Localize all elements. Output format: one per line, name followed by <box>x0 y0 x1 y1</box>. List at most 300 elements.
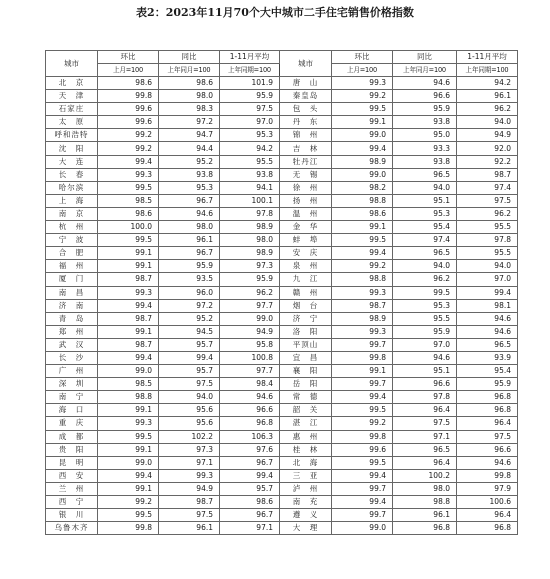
city-name: 南 京 <box>46 207 98 220</box>
price-index-table <box>45 50 518 535</box>
mom-value: 99.0 <box>332 522 393 535</box>
city-name: 天 津 <box>46 90 98 103</box>
city-name: 吉 林 <box>280 142 332 155</box>
city-name: 合 肥 <box>46 247 98 260</box>
avg-value: 100.6 <box>457 496 518 509</box>
avg-value: 96.4 <box>457 417 518 430</box>
header-mom-base-right: 上月=100 <box>332 64 393 77</box>
mom-value: 99.1 <box>332 116 393 129</box>
avg-value: 95.5 <box>457 247 518 260</box>
avg-value: 93.8 <box>220 168 280 181</box>
avg-value: 97.7 <box>220 365 280 378</box>
city-name: 杭 州 <box>46 221 98 234</box>
mom-value: 98.8 <box>98 391 159 404</box>
yoy-value: 96.5 <box>393 443 457 456</box>
avg-value: 96.2 <box>457 207 518 220</box>
yoy-value: 95.7 <box>159 338 220 351</box>
mom-value: 98.7 <box>98 312 159 325</box>
yoy-value: 97.0 <box>393 338 457 351</box>
mom-value: 98.8 <box>332 273 393 286</box>
mom-value: 98.7 <box>332 299 393 312</box>
mom-value: 100.0 <box>98 221 159 234</box>
city-name: 武 汉 <box>46 338 98 351</box>
mom-value: 99.1 <box>98 325 159 338</box>
mom-value: 99.5 <box>98 509 159 522</box>
city-name: 蚌 埠 <box>280 234 332 247</box>
yoy-value: 99.3 <box>159 469 220 482</box>
city-name: 平顶山 <box>280 338 332 351</box>
avg-value: 106.3 <box>220 430 280 443</box>
city-name: 烟 台 <box>280 299 332 312</box>
table-row <box>46 365 518 378</box>
city-name: 泉 州 <box>280 260 332 273</box>
avg-value: 97.8 <box>220 207 280 220</box>
mom-value: 99.1 <box>98 482 159 495</box>
mom-value: 99.4 <box>98 351 159 364</box>
avg-value: 96.8 <box>457 522 518 535</box>
mom-value: 99.0 <box>98 456 159 469</box>
city-name: 太 原 <box>46 116 98 129</box>
yoy-value: 95.5 <box>393 312 457 325</box>
table-row <box>46 168 518 181</box>
yoy-value: 96.1 <box>393 509 457 522</box>
mom-value: 99.6 <box>332 443 393 456</box>
avg-value: 97.3 <box>220 260 280 273</box>
yoy-value: 97.8 <box>393 391 457 404</box>
city-name: 昆 明 <box>46 456 98 469</box>
city-name: 赣 州 <box>280 286 332 299</box>
yoy-value: 95.9 <box>159 260 220 273</box>
yoy-value: 96.4 <box>393 456 457 469</box>
yoy-value: 94.5 <box>159 325 220 338</box>
avg-value: 94.6 <box>457 312 518 325</box>
table-header <box>46 51 518 77</box>
yoy-value: 97.5 <box>393 417 457 430</box>
yoy-value: 94.6 <box>393 351 457 364</box>
mom-value: 98.9 <box>332 312 393 325</box>
avg-value: 96.7 <box>220 456 280 469</box>
mom-value: 99.0 <box>98 365 159 378</box>
yoy-value: 95.2 <box>159 155 220 168</box>
mom-value: 98.5 <box>98 194 159 207</box>
mom-value: 99.1 <box>332 221 393 234</box>
mom-value: 99.5 <box>98 234 159 247</box>
mom-value: 99.4 <box>332 391 393 404</box>
city-name: 宁 波 <box>46 234 98 247</box>
mom-value: 99.1 <box>332 365 393 378</box>
avg-value: 97.5 <box>220 103 280 116</box>
yoy-value: 98.7 <box>159 496 220 509</box>
mom-value: 99.2 <box>98 129 159 142</box>
city-name: 南 宁 <box>46 391 98 404</box>
mom-value: 99.3 <box>332 286 393 299</box>
yoy-value: 95.3 <box>393 299 457 312</box>
header-city-right: 城市 <box>280 51 332 77</box>
avg-value: 95.8 <box>220 338 280 351</box>
yoy-value: 97.2 <box>159 116 220 129</box>
avg-value: 96.8 <box>457 391 518 404</box>
mom-value: 99.8 <box>98 90 159 103</box>
header-city: 城市 <box>46 51 98 77</box>
yoy-value: 96.8 <box>393 522 457 535</box>
avg-value: 96.5 <box>457 338 518 351</box>
table-row <box>46 247 518 260</box>
avg-value: 94.6 <box>457 325 518 338</box>
city-name: 无 锡 <box>280 168 332 181</box>
avg-value: 98.9 <box>220 247 280 260</box>
city-name: 广 州 <box>46 365 98 378</box>
avg-value: 100.1 <box>220 194 280 207</box>
city-name: 泸 州 <box>280 482 332 495</box>
mom-value: 99.0 <box>332 168 393 181</box>
city-name: 青 岛 <box>46 312 98 325</box>
yoy-value: 95.1 <box>393 365 457 378</box>
yoy-value: 98.3 <box>159 103 220 116</box>
yoy-value: 96.6 <box>393 378 457 391</box>
table-row <box>46 90 518 103</box>
avg-value: 95.9 <box>457 378 518 391</box>
avg-value: 96.4 <box>457 509 518 522</box>
city-name: 惠 州 <box>280 430 332 443</box>
avg-value: 94.2 <box>457 77 518 90</box>
mom-value: 98.7 <box>98 338 159 351</box>
table-row <box>46 273 518 286</box>
mom-value: 99.8 <box>332 430 393 443</box>
avg-value: 95.7 <box>220 482 280 495</box>
yoy-value: 94.0 <box>159 391 220 404</box>
avg-value: 95.5 <box>457 221 518 234</box>
yoy-value: 94.0 <box>393 260 457 273</box>
avg-value: 94.6 <box>457 456 518 469</box>
avg-value: 97.1 <box>220 522 280 535</box>
mom-value: 99.0 <box>332 129 393 142</box>
yoy-value: 98.0 <box>393 482 457 495</box>
city-name: 长 春 <box>46 168 98 181</box>
city-name: 呼和浩特 <box>46 129 98 142</box>
mom-value: 98.8 <box>332 194 393 207</box>
city-name: 北 海 <box>280 456 332 469</box>
city-name: 西 安 <box>46 469 98 482</box>
city-name: 北 京 <box>46 77 98 90</box>
table-row <box>46 338 518 351</box>
city-name: 三 亚 <box>280 469 332 482</box>
avg-value: 99.8 <box>457 469 518 482</box>
table-row <box>46 142 518 155</box>
city-name: 南 充 <box>280 496 332 509</box>
city-name: 唐 山 <box>280 77 332 90</box>
yoy-value: 95.6 <box>159 404 220 417</box>
avg-value: 92.0 <box>457 142 518 155</box>
table-row <box>46 234 518 247</box>
table-row <box>46 116 518 129</box>
table-row <box>46 155 518 168</box>
mom-value: 99.2 <box>98 142 159 155</box>
city-name: 洛 阳 <box>280 325 332 338</box>
table-row <box>46 260 518 273</box>
header-mom-base: 上月=100 <box>98 64 159 77</box>
city-name: 郑 州 <box>46 325 98 338</box>
table-row <box>46 103 518 116</box>
table-row <box>46 77 518 90</box>
avg-value: 94.1 <box>220 181 280 194</box>
avg-value: 96.7 <box>220 509 280 522</box>
avg-value: 95.9 <box>220 273 280 286</box>
yoy-value: 95.7 <box>159 365 220 378</box>
yoy-value: 93.3 <box>393 142 457 155</box>
city-name: 遵 义 <box>280 509 332 522</box>
city-name: 济 南 <box>46 299 98 312</box>
avg-value: 94.9 <box>220 325 280 338</box>
avg-value: 99.4 <box>220 469 280 482</box>
city-name: 福 州 <box>46 260 98 273</box>
yoy-value: 94.6 <box>393 77 457 90</box>
yoy-value: 97.1 <box>159 456 220 469</box>
yoy-value: 94.7 <box>159 129 220 142</box>
city-name: 重 庆 <box>46 417 98 430</box>
yoy-value: 97.1 <box>393 430 457 443</box>
city-name: 温 州 <box>280 207 332 220</box>
yoy-value: 98.0 <box>159 90 220 103</box>
yoy-value: 93.8 <box>393 116 457 129</box>
table-body <box>46 77 518 535</box>
yoy-value: 95.3 <box>393 207 457 220</box>
mom-value: 98.9 <box>332 155 393 168</box>
yoy-value: 95.2 <box>159 312 220 325</box>
mom-value: 99.5 <box>332 404 393 417</box>
mom-value: 98.6 <box>98 207 159 220</box>
table-row <box>46 482 518 495</box>
avg-value: 97.0 <box>457 273 518 286</box>
yoy-value: 93.8 <box>393 155 457 168</box>
city-name: 锦 州 <box>280 129 332 142</box>
avg-value: 94.2 <box>220 142 280 155</box>
avg-value: 97.0 <box>220 116 280 129</box>
yoy-value: 96.2 <box>393 273 457 286</box>
city-name: 岳 阳 <box>280 378 332 391</box>
city-name: 徐 州 <box>280 181 332 194</box>
city-name: 成 都 <box>46 430 98 443</box>
city-name: 上 海 <box>46 194 98 207</box>
yoy-value: 94.6 <box>159 207 220 220</box>
mom-value: 99.1 <box>98 443 159 456</box>
yoy-value: 95.1 <box>393 194 457 207</box>
mom-value: 99.1 <box>98 247 159 260</box>
avg-value: 96.6 <box>220 404 280 417</box>
city-name: 厦 门 <box>46 273 98 286</box>
mom-value: 99.2 <box>332 260 393 273</box>
mom-value: 99.1 <box>98 404 159 417</box>
yoy-value: 96.7 <box>159 247 220 260</box>
yoy-value: 97.3 <box>159 443 220 456</box>
table-row <box>46 391 518 404</box>
yoy-value: 93.8 <box>159 168 220 181</box>
mom-value: 99.7 <box>332 509 393 522</box>
table-row <box>46 181 518 194</box>
city-name: 常 德 <box>280 391 332 404</box>
mom-value: 99.1 <box>98 260 159 273</box>
avg-value: 99.0 <box>220 312 280 325</box>
avg-value: 97.6 <box>220 443 280 456</box>
yoy-value: 95.4 <box>393 221 457 234</box>
avg-value: 96.8 <box>220 417 280 430</box>
mom-value: 99.6 <box>98 116 159 129</box>
yoy-value: 94.0 <box>393 181 457 194</box>
header-yoy-right: 同比 <box>393 51 457 64</box>
avg-value: 96.1 <box>457 90 518 103</box>
mom-value: 99.3 <box>98 286 159 299</box>
city-name: 西 宁 <box>46 496 98 509</box>
city-name: 金 华 <box>280 221 332 234</box>
avg-value: 97.8 <box>457 234 518 247</box>
city-name: 石家庄 <box>46 103 98 116</box>
mom-value: 99.4 <box>98 469 159 482</box>
yoy-value: 96.0 <box>159 286 220 299</box>
yoy-value: 98.0 <box>159 221 220 234</box>
table-row <box>46 312 518 325</box>
avg-value: 92.2 <box>457 155 518 168</box>
table-row <box>46 430 518 443</box>
mom-value: 99.5 <box>332 456 393 469</box>
yoy-value: 97.5 <box>159 509 220 522</box>
mom-value: 99.3 <box>98 168 159 181</box>
table-title: 表2：2023年11月70个大中城市二手住宅销售价格指数 <box>136 6 414 19</box>
mom-value: 99.5 <box>332 103 393 116</box>
avg-value: 95.4 <box>457 365 518 378</box>
city-name: 襄 阳 <box>280 365 332 378</box>
avg-value: 95.3 <box>220 129 280 142</box>
yoy-value: 95.9 <box>393 325 457 338</box>
yoy-value: 97.5 <box>159 378 220 391</box>
mom-value: 98.6 <box>332 207 393 220</box>
header-mom: 环比 <box>98 51 159 64</box>
avg-value: 100.8 <box>220 351 280 364</box>
city-name: 海 口 <box>46 404 98 417</box>
city-name: 牡丹江 <box>280 155 332 168</box>
avg-value: 97.5 <box>457 194 518 207</box>
yoy-value: 94.4 <box>159 142 220 155</box>
avg-value: 98.7 <box>457 168 518 181</box>
mom-value: 99.4 <box>332 247 393 260</box>
avg-value: 98.9 <box>220 221 280 234</box>
table-row <box>46 443 518 456</box>
yoy-value: 96.5 <box>393 247 457 260</box>
city-name: 南 昌 <box>46 286 98 299</box>
avg-value: 97.4 <box>457 181 518 194</box>
city-name: 大 连 <box>46 155 98 168</box>
mom-value: 98.2 <box>332 181 393 194</box>
city-name: 九 江 <box>280 273 332 286</box>
avg-value: 94.9 <box>457 129 518 142</box>
avg-value: 96.2 <box>457 103 518 116</box>
yoy-value: 94.9 <box>159 482 220 495</box>
city-name: 丹 东 <box>280 116 332 129</box>
city-name: 扬 州 <box>280 194 332 207</box>
yoy-value: 97.2 <box>159 299 220 312</box>
avg-value: 98.1 <box>457 299 518 312</box>
mom-value: 99.2 <box>98 496 159 509</box>
avg-value: 95.5 <box>220 155 280 168</box>
yoy-value: 102.2 <box>159 430 220 443</box>
header-yoy-base: 上年同月=100 <box>159 64 220 77</box>
table-row <box>46 496 518 509</box>
avg-value: 94.0 <box>457 260 518 273</box>
avg-value: 94.0 <box>457 116 518 129</box>
avg-value: 99.4 <box>457 286 518 299</box>
city-name: 包 头 <box>280 103 332 116</box>
city-name: 乌鲁木齐 <box>46 522 98 535</box>
header-mom-right: 环比 <box>332 51 393 64</box>
yoy-value: 96.6 <box>393 90 457 103</box>
mom-value: 99.7 <box>332 378 393 391</box>
avg-value: 98.0 <box>220 234 280 247</box>
mom-value: 99.4 <box>332 496 393 509</box>
yoy-value: 96.1 <box>159 522 220 535</box>
city-name: 安 庆 <box>280 247 332 260</box>
header-yoy: 同比 <box>159 51 220 64</box>
table-row <box>46 351 518 364</box>
header-avg-base-right: 上年同期=100 <box>457 64 518 77</box>
table-row <box>46 207 518 220</box>
table-row <box>46 404 518 417</box>
avg-value: 94.6 <box>220 391 280 404</box>
table-row <box>46 194 518 207</box>
city-name: 沈 阳 <box>46 142 98 155</box>
yoy-value: 96.4 <box>393 404 457 417</box>
mom-value: 99.3 <box>98 417 159 430</box>
city-name: 长 沙 <box>46 351 98 364</box>
yoy-value: 97.4 <box>393 234 457 247</box>
table-row <box>46 456 518 469</box>
mom-value: 99.5 <box>98 430 159 443</box>
yoy-value: 99.5 <box>393 286 457 299</box>
yoy-value: 98.6 <box>159 77 220 90</box>
mom-value: 99.6 <box>98 103 159 116</box>
yoy-value: 96.1 <box>159 234 220 247</box>
yoy-value: 99.4 <box>159 351 220 364</box>
mom-value: 99.3 <box>332 77 393 90</box>
yoy-value: 96.7 <box>159 194 220 207</box>
table-row <box>46 299 518 312</box>
mom-value: 99.4 <box>332 469 393 482</box>
mom-value: 99.8 <box>332 351 393 364</box>
table-row <box>46 417 518 430</box>
avg-value: 98.6 <box>220 496 280 509</box>
mom-value: 98.7 <box>98 273 159 286</box>
avg-value: 97.9 <box>457 482 518 495</box>
city-name: 宜 昌 <box>280 351 332 364</box>
city-name: 湛 江 <box>280 417 332 430</box>
avg-value: 97.5 <box>457 430 518 443</box>
avg-value: 93.9 <box>457 351 518 364</box>
header-yoy-base-right: 上年同月=100 <box>393 64 457 77</box>
table-row <box>46 286 518 299</box>
table-row <box>46 378 518 391</box>
avg-value: 96.6 <box>457 443 518 456</box>
table-row <box>46 221 518 234</box>
city-name: 大 理 <box>280 522 332 535</box>
city-name: 秦皇岛 <box>280 90 332 103</box>
city-name: 深 圳 <box>46 378 98 391</box>
mom-value: 99.3 <box>332 325 393 338</box>
yoy-value: 95.9 <box>393 103 457 116</box>
yoy-value: 96.5 <box>393 168 457 181</box>
yoy-value: 95.6 <box>159 417 220 430</box>
avg-value: 96.2 <box>220 286 280 299</box>
mom-value: 99.2 <box>332 417 393 430</box>
mom-value: 99.7 <box>332 482 393 495</box>
yoy-value: 95.0 <box>393 129 457 142</box>
avg-value: 96.8 <box>457 404 518 417</box>
